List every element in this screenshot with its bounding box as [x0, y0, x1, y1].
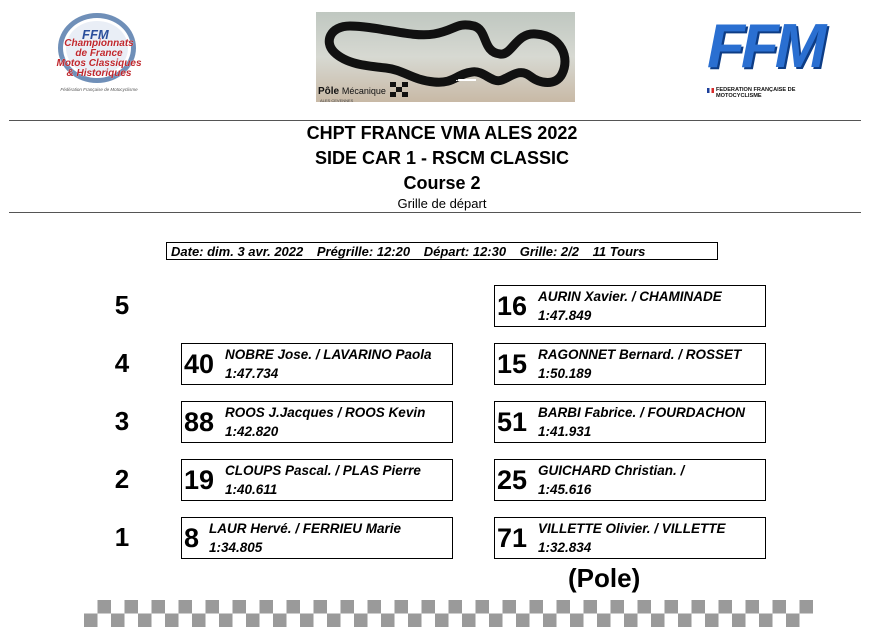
grid-slot — [181, 517, 453, 559]
circuit-logo — [316, 12, 575, 102]
crew-names: BARBI Fabrice. / FOURDACHON — [538, 405, 746, 420]
crew-names: AURIN Xavier. / CHAMINADE — [538, 289, 722, 304]
grid-slot — [494, 343, 766, 385]
grid-slot — [494, 517, 766, 559]
logo-text-line: Motos Classiques — [56, 58, 142, 69]
crew-names: VILLETTE Olivier. / VILLETTE — [538, 521, 726, 536]
start-number: 16 — [497, 291, 528, 321]
crew-names: RAGONNET Bernard. / ROSSET — [538, 347, 742, 362]
checkered-flag-strip — [84, 600, 813, 627]
ffm-logo — [703, 12, 829, 100]
lap-time: 1:34.805 — [209, 540, 263, 555]
circuit-brand — [318, 86, 386, 97]
doc-subtitle: Grille de départ — [397, 196, 487, 211]
championnat-logo — [52, 13, 146, 97]
info-pregrille: Prégrille: 12:20 — [316, 244, 411, 259]
lap-time: 1:42.820 — [225, 424, 279, 439]
grid-slot — [181, 343, 453, 385]
lap-time: 1:45.616 — [538, 482, 592, 497]
start-number: 40 — [184, 349, 215, 379]
race-title: Course 2 — [403, 173, 481, 193]
grid-slot — [494, 459, 766, 501]
bottom-rule — [9, 212, 861, 213]
lap-time: 1:50.189 — [538, 366, 592, 381]
start-number: 71 — [497, 523, 528, 553]
circuit-brand-b: Mécanique — [341, 86, 386, 96]
circuit-subtitle: ALES CEVENNES — [320, 98, 354, 102]
lap-time: 1:41.931 — [538, 424, 592, 439]
lap-time: 1:32.834 — [538, 540, 592, 555]
grid-slot — [494, 285, 766, 327]
grid-row-label: 3 — [114, 406, 130, 436]
start-number: 8 — [184, 523, 200, 553]
info-grille: Grille: 2/2 — [519, 244, 579, 259]
grid-row-label: 2 — [114, 464, 130, 494]
logo-subtitle: Fédération Française de Motocyclisme — [60, 87, 138, 92]
grid-row-label: 5 — [114, 290, 130, 320]
crew-names: ROOS J.Jacques / ROOS Kevin — [225, 405, 426, 420]
checkered-flag-icon — [390, 82, 408, 98]
start-number: 19 — [184, 465, 215, 495]
start-number: 25 — [497, 465, 528, 495]
grid-slot — [181, 459, 453, 501]
logo-text-line: Championnats — [64, 38, 134, 49]
lap-time: 1:40.611 — [225, 482, 278, 497]
grid-row-label: 1 — [114, 522, 130, 552]
logo-mark: FFM — [82, 27, 109, 42]
grid-row-label: 4 — [114, 348, 130, 378]
lap-time: 1:47.734 — [225, 366, 279, 381]
logo-text — [52, 39, 146, 79]
start-number: 51 — [497, 407, 528, 437]
ffm-letters: FFM — [707, 12, 823, 81]
pole-label: (Pole) — [568, 563, 641, 593]
ffm-subtitle: FEDERATION FRANÇAISE DE MOTOCYCLISME — [716, 87, 796, 99]
crew-names: GUICHARD Christian. / — [538, 463, 685, 478]
info-date: Date: dim. 3 avr. 2022 — [171, 244, 304, 259]
circuit-brand-a: Pôle — [318, 86, 340, 97]
event-title: CHPT FRANCE VMA ALES 2022 — [306, 123, 578, 143]
grid-slot — [494, 401, 766, 443]
start-number: 88 — [184, 407, 215, 437]
info-depart: Départ: 12:30 — [423, 244, 507, 259]
crew-names: NOBRE Jose. / LAVARINO Paola — [225, 347, 432, 362]
french-flag-icon — [707, 88, 714, 93]
info-tours: 11 Tours — [592, 244, 646, 259]
crew-names: CLOUPS Pascal. / PLAS Pierre — [225, 463, 421, 478]
lap-time: 1:47.849 — [538, 308, 592, 323]
crew-names: LAUR Hervé. / FERRIEU Marie — [209, 521, 402, 536]
class-title: SIDE CAR 1 - RSCM CLASSIC — [314, 148, 570, 168]
race-info-box — [166, 242, 718, 260]
logo-text-line: & Historiques — [66, 68, 132, 79]
logo-text-line: de France — [75, 48, 123, 59]
start-number: 15 — [497, 349, 528, 379]
grid-slot — [181, 401, 453, 443]
top-rule — [9, 120, 861, 121]
